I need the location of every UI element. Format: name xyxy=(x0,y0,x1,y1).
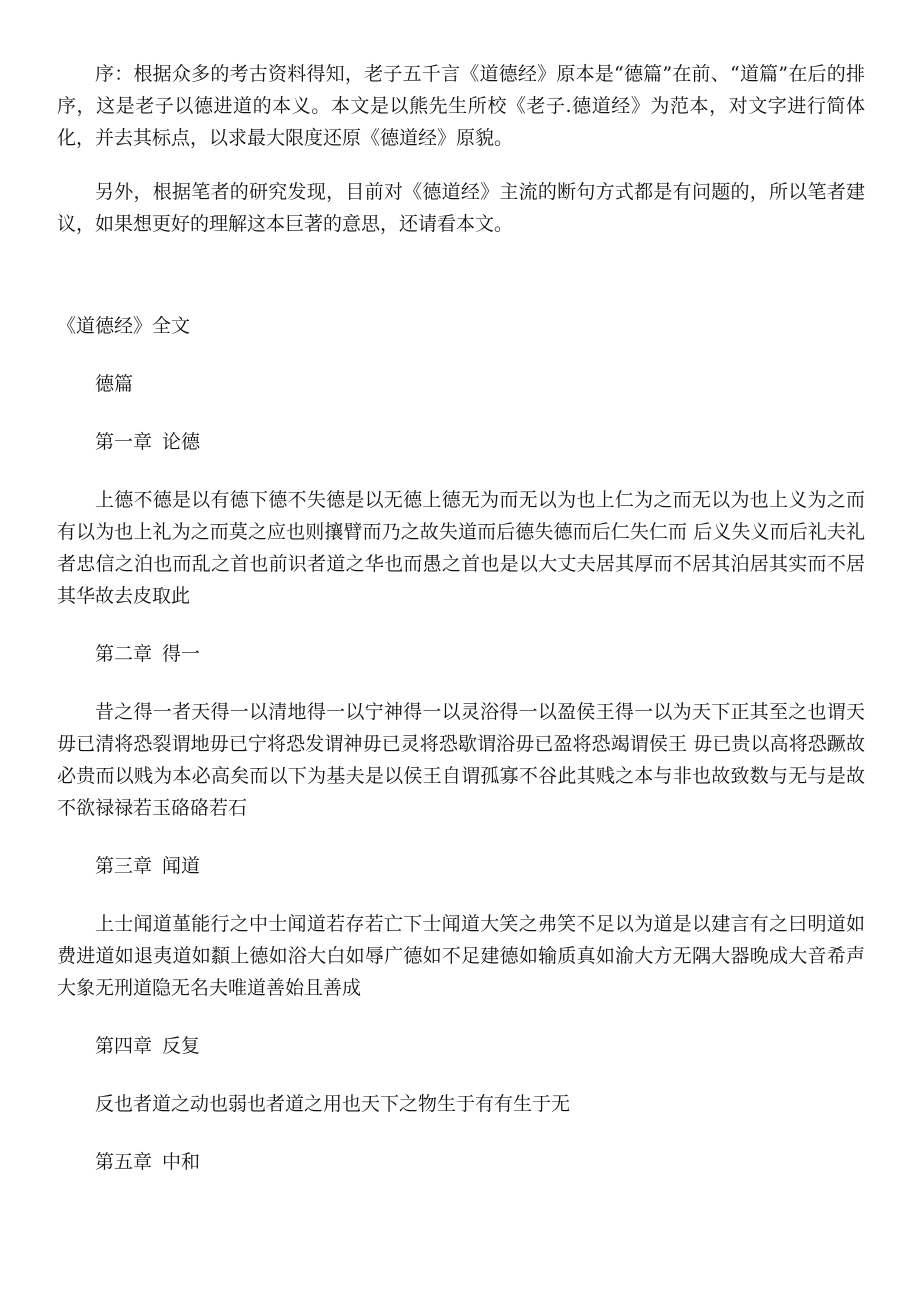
chapter-1-number: 第一章 xyxy=(95,431,153,453)
chapter-3-name: 闻道 xyxy=(162,855,201,877)
chapter-4-text: 反也者道之动也弱也者道之用也天下之物生于有有生于无 xyxy=(95,1093,571,1115)
chapter-4-title xyxy=(57,1030,865,1062)
document-page xyxy=(57,58,865,1178)
preface-paragraph-1: 序：根据众多的考古资料得知，老子五千言《道德经》原本是“德篇”在前、“道篇”在后的排序，这是老子以德进道的本义。本文是以熊先生所校《老子.德道经》为范本，对文字进行简体化，并去其标点，以求最大限度还原《德道经》原貌。 xyxy=(57,63,865,149)
chapter-2-name: 得一 xyxy=(162,643,201,665)
fulltext-title: 《道德经》全文 xyxy=(57,315,191,337)
chapter-4-number: 第四章 xyxy=(95,1035,153,1057)
chapter-5-title xyxy=(57,1146,865,1178)
chapter-1-name: 论德 xyxy=(162,431,201,453)
chapter-3-text: 上士闻道堇能行之中士闻道若存若亡下士闻道大笑之弗笑不足以为道是以建言有之曰明道如费进道如退夷道如纇上德如浴大白如辱广德如不足建德如输质真如渝大方无隅大器晚成大音希声大象无刑道隐无名夫唯道善始且善成 xyxy=(57,913,865,999)
preface-paragraph-2: 另外，根据笔者的研究发现，目前对《德道经》主流的断句方式都是有问题的，所以笔者建议，如果想更好的理解这本巨著的意思，还请看本文。 xyxy=(57,181,865,235)
chapter-4-name: 反复 xyxy=(162,1035,201,1057)
chapter-3-number: 第三章 xyxy=(95,855,153,877)
chapter-1-title xyxy=(57,426,865,458)
chapter-5-name: 中和 xyxy=(162,1151,201,1173)
chapter-2-text: 昔之得一者天得一以清地得一以宁神得一以灵浴得一以盈侯王得一以为天下正其至之也谓天毋已清将恐裂谓地毋已宁将恐发谓神毋已灵将恐歇谓浴毋已盈将恐竭谓侯王 毋已贵以高将恐蹶故必贵而以贱为本必高矣而以下为基夫是以侯王自谓孤寡不谷此其贱之本与非也故致数与无与是故不欲禄禄若玉硌硌若石 xyxy=(57,701,865,819)
chapter-5-number: 第五章 xyxy=(95,1151,153,1173)
chapter-3-title xyxy=(57,850,865,882)
chapter-2-title xyxy=(57,638,865,670)
section-title: 德篇 xyxy=(95,373,134,395)
chapter-1-text: 上德不德是以有德下德不失德是以无德上德无为而无以为也上仁为之而无以为也上义为之而有以为也上礼为之而莫之应也则攘臂而乃之故失道而后德失德而后仁失仁而 后义失义而后礼夫礼者忠信之泊也而乱之首也前识者道之华也而愚之首也是以大丈夫居其厚而不居其泊居其实而不居其华故去皮取此 xyxy=(57,489,865,607)
chapter-2-number: 第二章 xyxy=(95,643,153,665)
